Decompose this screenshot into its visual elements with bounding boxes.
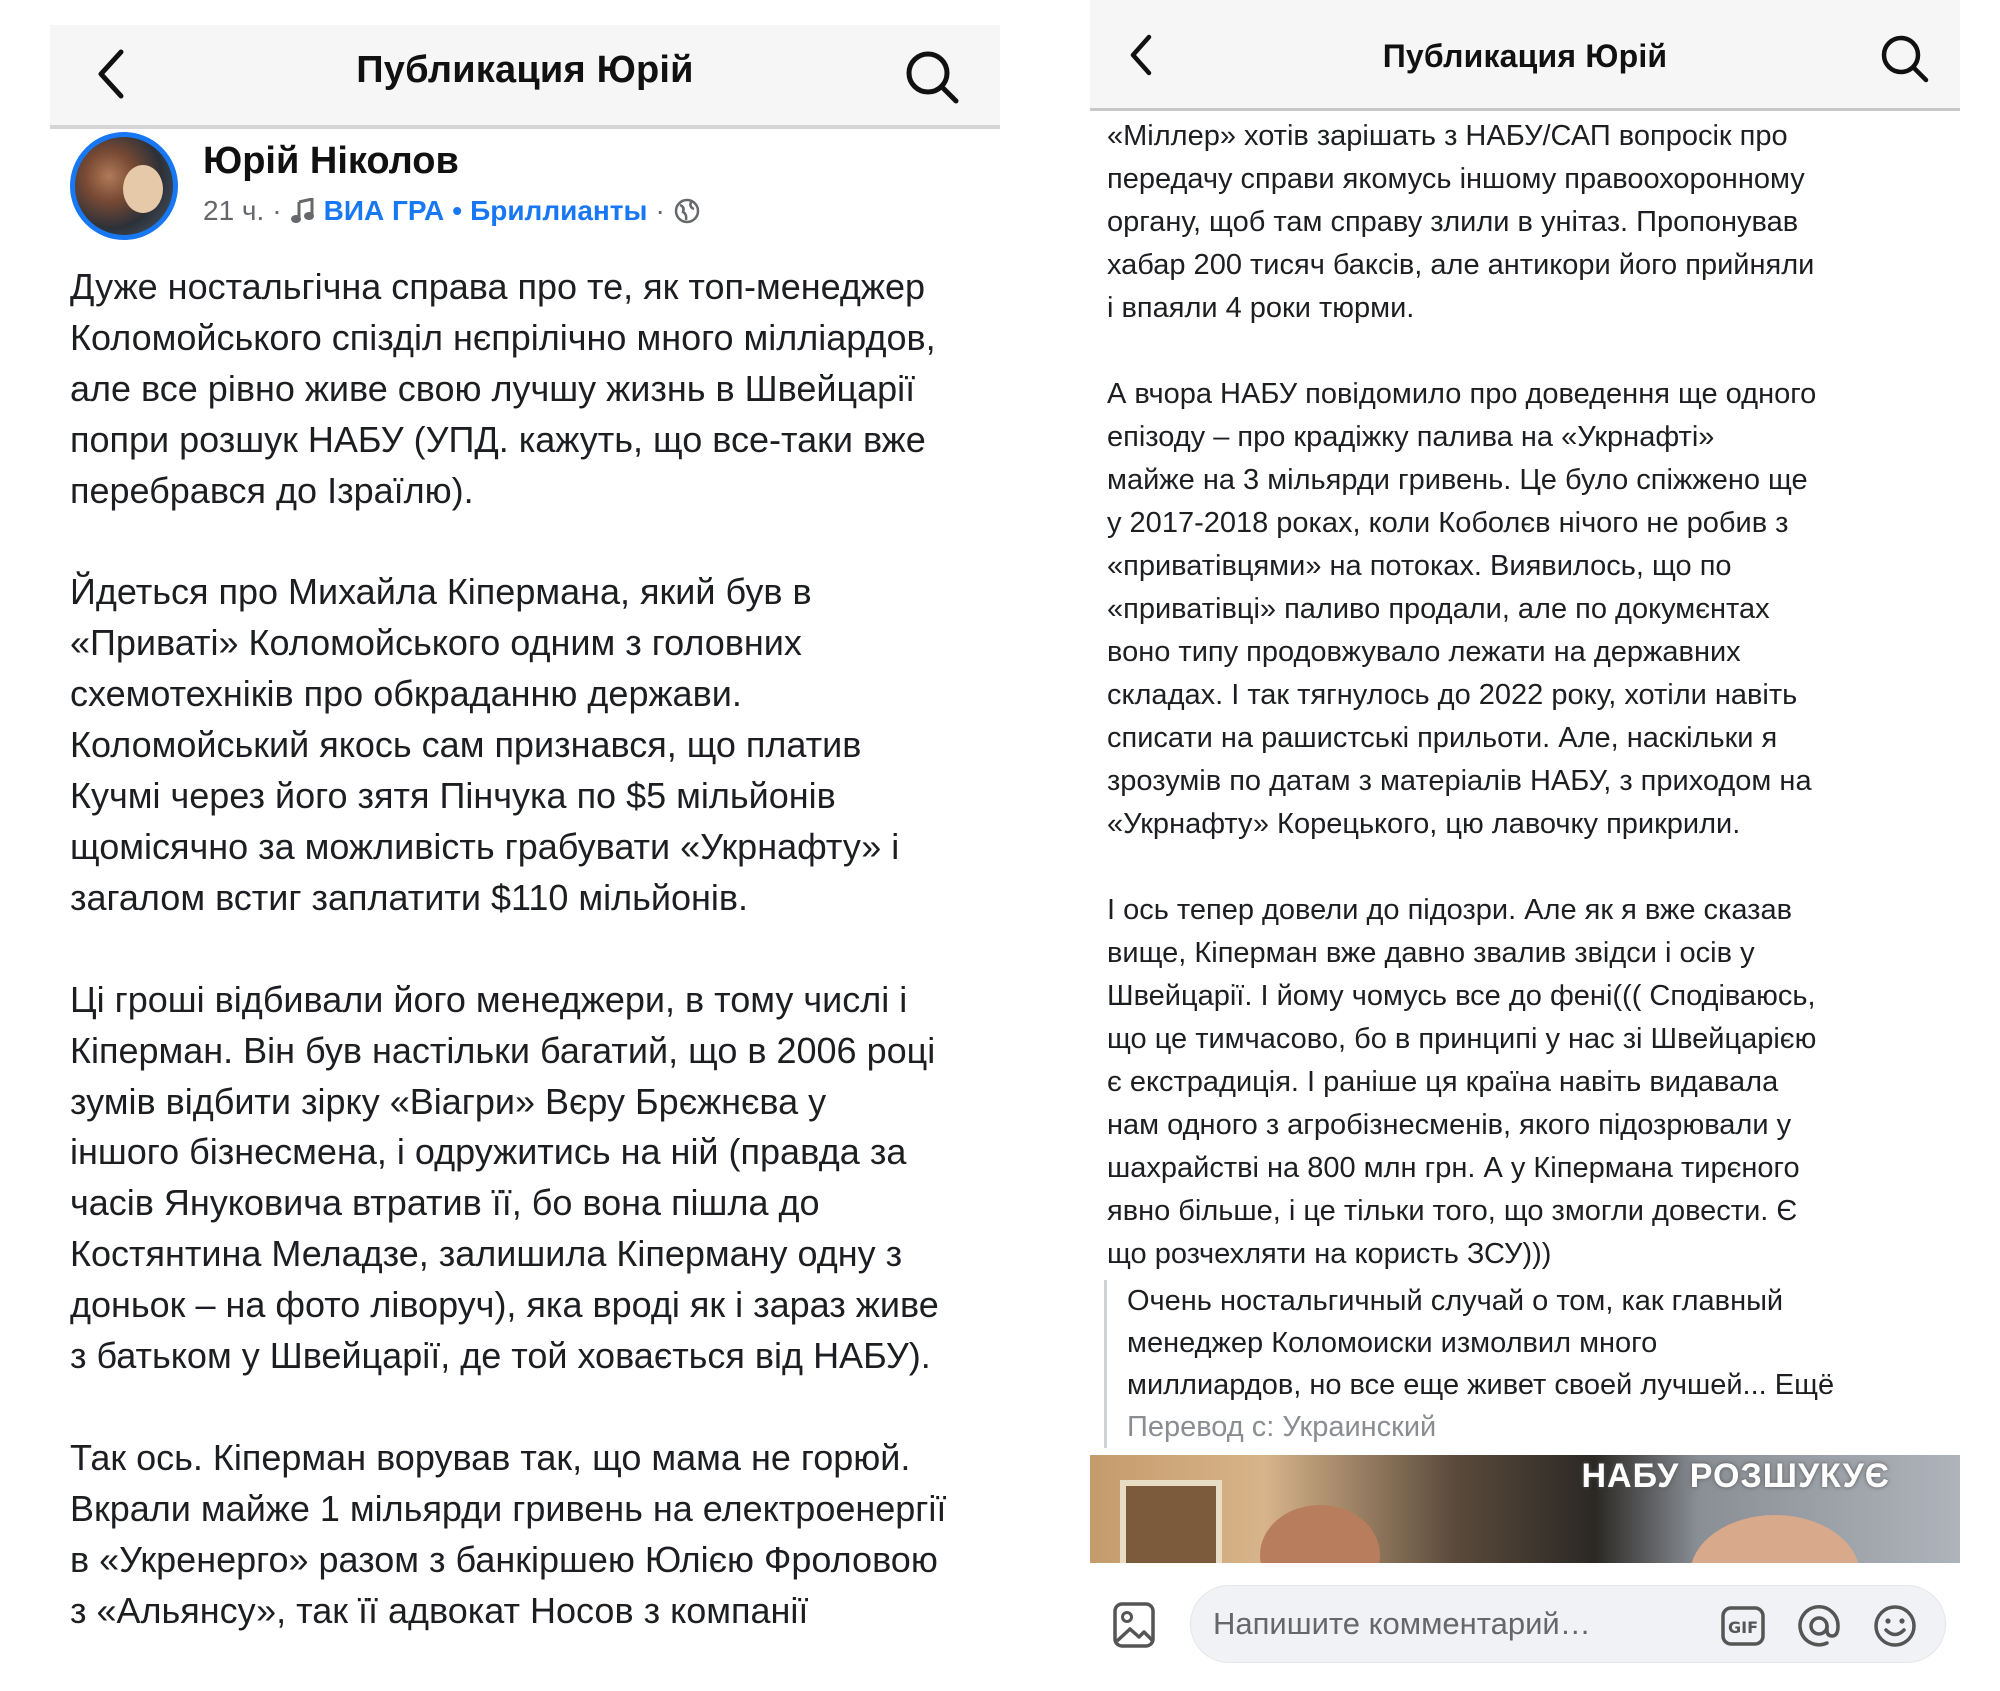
post-text: Дуже ностальгічна справа про те, як топ-менеджер Коломойського спізділ нєпрілічно много мілліардов, але все рівно живе свою лучшу жизнь в Швейцарії попри розшук НАБУ (УПД. кажуть, що все-таки вже перебрався до Ізраїлю). Йдеться про Михайла Кіпермана, який був в «Приваті» Коломойського одним з головних схемотехніків про обкраданню держави. Коломойський якось сам признався, що платив Кучмі через його зятя Пінчука по $5 мільйонів щомісячно за можливість грабувати «Укрнафту» і загалом встиг заплатити $110 мільйонів. Ці гроші відбивали його менеджери, в тому числі і Кіперман. Він був настільки багатий, що в 2006 році зумів відбити зірку «Віагри» Вєру Брєжнєва у іншого бізнесмена, і одружитись на ній (правда за часів Януковича втратив її, бо вона пішла до Костянтина Меладзе, залишила Кіперману одну з доньок – на фото ліворуч), яка вроді як і зараз живе з батьком у Швейцарії, де той ховається від НАБУ). Так ось. Кіперман ворував так, що мама не горюй. Вкрали майже 1 мільярди гривень на електроенергії в «Укренерго» разом з банкіршею Юлією Фроловою з «Альянсу», так її адвокат Носов з компанії [70, 266, 947, 1631]
music-note-icon [290, 198, 316, 224]
music-artist-link[interactable]: ВИА ГРА [323, 195, 445, 226]
avatar-photo-detail [123, 165, 163, 213]
translation-source[interactable]: Перевод с: Украинский [1127, 1411, 1437, 1443]
mention-button[interactable] [1797, 1604, 1841, 1648]
globe-icon [673, 197, 701, 225]
search-button[interactable] [904, 49, 960, 105]
comment-placeholder[interactable]: Напишите комментарий… [1213, 1606, 1591, 1641]
meta-separator-2: · [655, 195, 665, 226]
attach-photo-button[interactable] [1112, 1601, 1156, 1649]
top-bar [1090, 0, 1960, 111]
meta-separator: · [272, 195, 282, 226]
search-icon [904, 49, 960, 105]
svg-text:GIF: GIF [1727, 1618, 1759, 1637]
photo-person-right [1690, 1515, 1860, 1563]
comment-bar [1090, 1563, 1960, 1691]
at-mention-icon [1797, 1604, 1841, 1648]
emoji-icon [1873, 1604, 1917, 1648]
post-photo[interactable] [1090, 1455, 1960, 1563]
search-button[interactable] [1880, 34, 1930, 84]
page-title: Публикация Юрій [1382, 38, 1668, 74]
music-song-link[interactable]: Бриллианты [470, 195, 648, 226]
comment-input[interactable] [1190, 1585, 1946, 1663]
translation-text: Очень ностальгичный случай о том, как главный менеджер Коломоиски измолвил много миллиардов, но все еще живет своей лучшей... [1127, 1285, 1784, 1401]
translation-block [1104, 1280, 2000, 1448]
page-title: Публикация Юрій [356, 49, 694, 91]
photo-wall-picture [1120, 1480, 1222, 1563]
photo-person-left [1260, 1505, 1380, 1563]
music-dot: • [452, 195, 463, 226]
gif-button[interactable] [1721, 1604, 1765, 1648]
image-icon [1112, 1601, 1156, 1649]
author-avatar[interactable] [70, 132, 178, 240]
author-name[interactable]: Юрій Ніколов [203, 140, 459, 182]
post-text-continued: «Міллер» хотів зарішать з НАБУ/САП вопросік про передачу справи якомусь іншому правоохоронному органу, щоб там справу злили в унітаз. Пропонував хабар 200 тисяч баксів, але антикори його прийняли і впаяли 4 роки тюрми. А вчора НАБУ повідомило про доведення ще одного епізоду – про крадіжку палива на «Укрнафті» майже на 3 мільярди гривень. Це було спіжжено ще у 2017-2018 роках, коли Коболєв нічого не робив з «приватівцями» на потоках. Виявилось, що по «приватівці» паливо продали, але по докумєнтах воно типу продовжувало лежати на державних складах. І так тягнулось до 2022 року, хотіли навіть списати на рашистські прильоти. Але, наскільки я зрозумів по датам з матеріалів НАБУ, з приходом на «Укрнафту» Корецького, цю лавочку прикрили. І ось тепер довели до підозри. Але як я вже сказав вище, Кіперман вже давно звалив звідси і осів у Швейцарії. І йому чомусь все до фені((( Сподіваюсь, що це тимчасово, бо в принципі у нас зі Швейцарією є екстрадиція. І раніше ця країна навіть видавала нам одного з агробізнесменів, якого підозрювали у шахрайстві на 800 млн грн. А у Кіпермана тирєного явно більше, і це тільки того, що змогли довести. Є що розчехляти на користь ЗСУ))) [1107, 120, 1817, 1270]
right-screenshot [1000, 0, 2000, 1691]
see-more-link[interactable]: Ещё [1774, 1369, 1835, 1401]
photo-caption: НАБУ РОЗШУКУЄ [1581, 1457, 1890, 1495]
gif-icon [1721, 1604, 1765, 1648]
emoji-button[interactable] [1873, 1604, 1917, 1648]
top-bar [50, 25, 1000, 129]
search-icon [1880, 34, 1930, 84]
post-time: 21 ч. [203, 195, 265, 226]
post-meta [203, 195, 701, 227]
